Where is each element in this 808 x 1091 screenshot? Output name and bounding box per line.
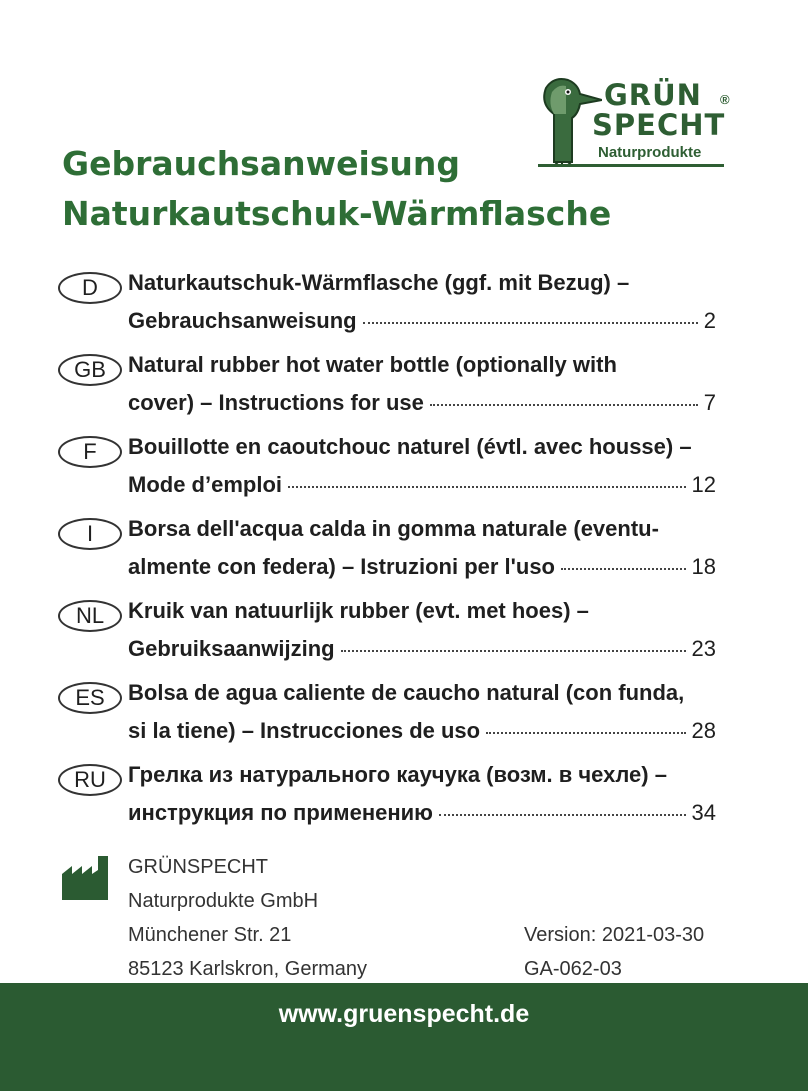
- toc-entry-ru: [58, 758, 718, 840]
- language-badge: GB: [58, 354, 122, 386]
- page-number: 12: [691, 472, 716, 497]
- toc-title-line1: Naturkautschuk-Wärmflasche (ggf. mit Bezug) –: [128, 270, 630, 295]
- document-code: GA-062-03: [524, 958, 622, 980]
- dot-leader: [439, 814, 686, 816]
- toc-entry-d: [58, 266, 718, 348]
- toc-title-line1: Kruik van natuurlijk rubber (evt. met hoes) –: [128, 598, 589, 623]
- toc-title-line2: Gebrauchsanweisung: [128, 308, 357, 333]
- language-badge: I: [58, 518, 122, 550]
- page-number: 23: [691, 636, 716, 661]
- toc-title-line1: Грелка из натурального каучука (возм. в чехле) –: [128, 762, 667, 787]
- dot-leader: [341, 650, 686, 652]
- toc-entry-i: [58, 512, 718, 594]
- toc-entry-gb: [58, 348, 718, 430]
- brand-name-line2: SPECHT: [592, 108, 726, 142]
- address-line: GRÜNSPECHT: [128, 856, 269, 878]
- factory-icon: [62, 856, 112, 905]
- toc-title-line1: Natural rubber hot water bottle (optionally with: [128, 352, 617, 377]
- toc-title-line2: инструкция по применению: [128, 800, 433, 825]
- page-number: 7: [703, 390, 716, 415]
- language-badge: RU: [58, 764, 122, 796]
- dot-leader: [288, 486, 686, 488]
- address-line: Münchener Str. 21: [128, 924, 292, 946]
- language-badge: ES: [58, 682, 122, 714]
- toc-title-line1: Bolsa de agua caliente de caucho natural (con funda,: [128, 680, 685, 705]
- toc-title-line2: almente con federa) – Istruzioni per l'uso: [128, 554, 555, 579]
- brand-underline: [538, 164, 724, 167]
- dot-leader: [430, 404, 698, 406]
- language-badge: F: [58, 436, 122, 468]
- manufacturer-address: [128, 850, 367, 986]
- page-number: 18: [691, 554, 716, 579]
- address-line: Naturprodukte GmbH: [128, 890, 319, 912]
- page-number: 2: [703, 308, 716, 333]
- dot-leader: [486, 732, 685, 734]
- website-link[interactable]: www.gruenspecht.de: [278, 1000, 530, 1028]
- toc-title-line2: cover) – Instructions for use: [128, 390, 424, 415]
- dot-leader: [561, 568, 686, 570]
- language-badge: NL: [58, 600, 122, 632]
- toc-title-line2: Mode d’emploi: [128, 472, 282, 497]
- page-title-line1: Gebrauchsanweisung: [62, 144, 461, 183]
- address-line: 85123 Karlskron, Germany: [128, 958, 368, 980]
- version-date: Version: 2021-03-30: [524, 924, 705, 946]
- page-title-line2: Naturkautschuk-Wärmflasche: [62, 194, 612, 233]
- toc-entry-nl: [58, 594, 718, 676]
- registered-mark: ®: [720, 92, 730, 107]
- page-number: 28: [691, 718, 716, 743]
- brand-logo: [532, 74, 732, 170]
- version-info: [524, 918, 704, 986]
- brand-name-line1: GRÜN: [604, 78, 702, 112]
- toc-title-line1: Bouillotte en caoutchouc naturel (évtl. avec housse) –: [128, 434, 692, 459]
- language-badge: D: [58, 272, 122, 304]
- page-number: 34: [691, 800, 716, 825]
- dot-leader: [363, 322, 698, 324]
- toc-title-line1: Borsa dell'acqua calda in gomma naturale (eventu-: [128, 516, 659, 541]
- toc-title-line2: si la tiene) – Instrucciones de uso: [128, 718, 481, 743]
- table-of-contents: [58, 266, 718, 840]
- brand-subtitle: Naturprodukte: [598, 144, 702, 161]
- toc-entry-es: [58, 676, 718, 758]
- toc-entry-f: [58, 430, 718, 512]
- toc-title-line2: Gebruiksaanwijzing: [128, 636, 335, 661]
- footer-bar: [0, 983, 808, 1091]
